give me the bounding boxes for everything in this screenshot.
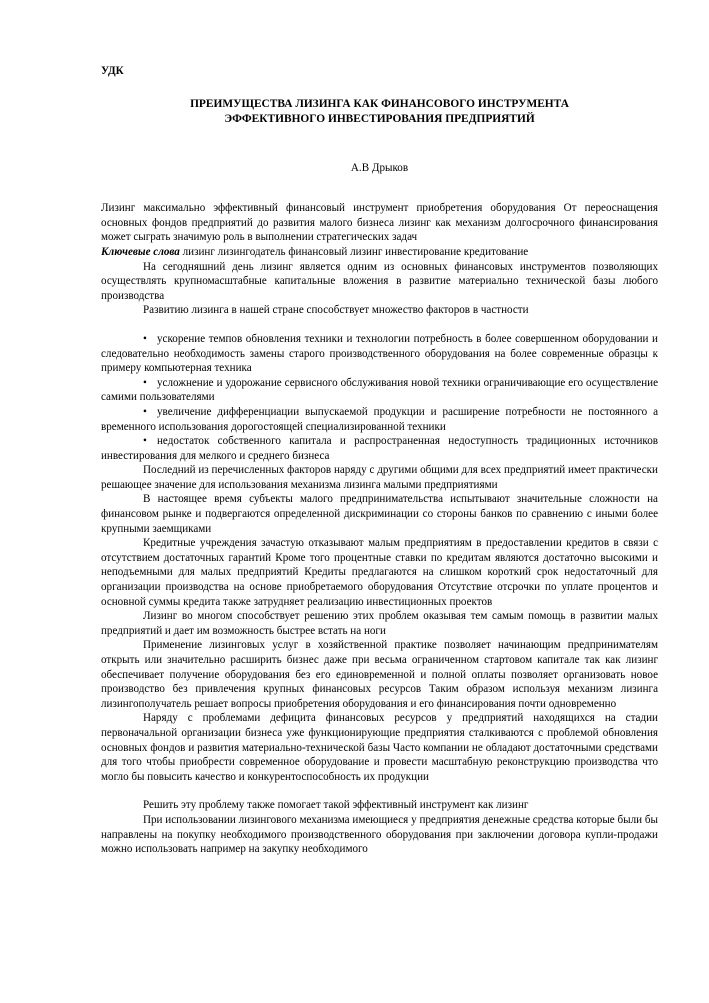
title-line-2: ЭФФЕКТИВНОГО ИНВЕСТИРОВАНИЯ ПРЕДПРИЯТИЙ	[224, 112, 535, 125]
abstract: Лизинг максимально эффективный финансовый инструмент приобретения оборудования От переоснащения основных фондов предприятий до развития малого бизнеса лизинг как механизм долгосрочного финансирования может сыграть значимую роль в выполнении стратегических задач	[101, 202, 658, 244]
intro-paragraph-1: На сегодняшний день лизинг является одним из основных финансовых инструментов позволяющих осуществлять крупномасштабные капитальные вложения в развитие материально технической базы любого производства	[101, 260, 658, 302]
body-paragraph: Наряду с проблемами дефицита финансовых ресурсов у предприятий находящихся на стадии первоначальной организации бизнеса уже функционирующие предприятия сталкиваются с проблемой обновления основных фондов и развития материально-технической базы Часто компании не обладают достаточными средствами для того чтобы приобрести современное оборудование и провести масштабную реконструкцию производства что могло бы повысить качество и конкурентоспособность их продукции	[101, 712, 658, 783]
body-paragraph: Лизинг во многом способствует решению этих проблем оказывая тем самым помощь в развитии малых предприятий и дает им возможность быстрее встать на ноги	[101, 610, 658, 637]
keywords	[101, 245, 658, 260]
bullet-text: ускорение темпов обновления техники и технологии потребность в более совершенном оборудовании и следовательно необходимость замены старого производственного оборудования на более современные образцы к примеру компьютерная техника	[101, 332, 658, 375]
intro-paragraph-2: Развитию лизинга в нашей стране способствует множество факторов в частности	[143, 304, 529, 317]
bullet-text: усложнение и удорожание сервисного обслуживания новой техники ограничивающие его осуществление самими пользователями	[101, 376, 658, 404]
spacer	[101, 784, 658, 798]
bullet-icon: •	[143, 435, 147, 448]
author-name: А.В Дрыков	[350, 161, 409, 174]
body-paragraph: Последний из перечисленных факторов наряду с другими общими для всех предприятий имеет практически решающее значение для использования механизма лизинга малыми предприятиями	[101, 464, 658, 491]
bullet-item	[101, 405, 658, 434]
udk-label: УДК	[101, 65, 124, 77]
bullet-item	[101, 434, 658, 463]
body-paragraph: В настоящее время субъекты малого предпринимательства испытывают значительные сложности на финансовом рынке и подвергаются определенной дискриминации со стороны банков по сравнению с иными более крупными заемщиками	[101, 493, 658, 535]
body-paragraph: Применение лизинговых услуг в хозяйственной практике позволяет начинающим предпринимателям открыть или значительно расширить бизнес даже при весьма ограниченном стартовом капитале так как лизинг обеспечивает получение оборудования без его единовременной и полной оплаты позволяет организовать новое производство без привлечения крупных финансовых ресурсов Таким образом используя механизм лизинга лизингополучатель решает вопросы приобретения оборудования и его финансирования почти одновременно	[101, 639, 658, 710]
keywords-label: Ключевые слова	[101, 245, 180, 258]
document-page	[101, 64, 658, 857]
keywords-text: лизинг лизингодатель финансовый лизинг инвестирование кредитование	[179, 245, 529, 258]
bullet-icon: •	[143, 332, 147, 345]
spacer	[101, 318, 658, 332]
body-paragraph: Кредитные учреждения зачастую отказывают малым предприятиям в предоставлении кредитов в связи с отсутствием достаточных гарантий Кроме того процентные ставки по кредитам являются достаточно высокими и неподъемными для малых предприятий Кредиты предлагаются на слишком короткий срок недостаточный для организации производства на основе приобретаемого оборудования Отсутствие отсрочки по уплате процентов и основной суммы кредита также затрудняет реализацию инвестиционных проектов	[101, 537, 658, 608]
bullet-text: увеличение дифференциации выпускаемой продукции и расширение потребности не постоянного а временного использования дорогостоящей специализированной техники	[101, 405, 658, 433]
bullet-item	[101, 376, 658, 405]
closing-paragraph-1: Решить эту проблему также помогает такой эффективный инструмент как лизинг	[143, 799, 529, 812]
article-title	[101, 97, 658, 127]
closing-paragraph-2: При использовании лизингового механизма имеющиеся у предприятия денежные средства которые были бы направлены на покупку необходимого производственного оборудования при заключении договора купли-продажи можно использовать например на закупку необходимого	[101, 813, 658, 856]
title-line-1: ПРЕИМУЩЕСТВА ЛИЗИНГА КАК ФИНАНСОВОГО ИНСТРУМЕНТА	[190, 97, 569, 110]
bullet-text: недостаток собственного капитала и распространенная недоступность традиционных источников инвестирования для мелкого и среднего бизнеса	[101, 435, 658, 462]
bullet-icon: •	[143, 376, 147, 389]
bullet-item	[101, 332, 658, 376]
bullet-icon: •	[143, 405, 147, 418]
